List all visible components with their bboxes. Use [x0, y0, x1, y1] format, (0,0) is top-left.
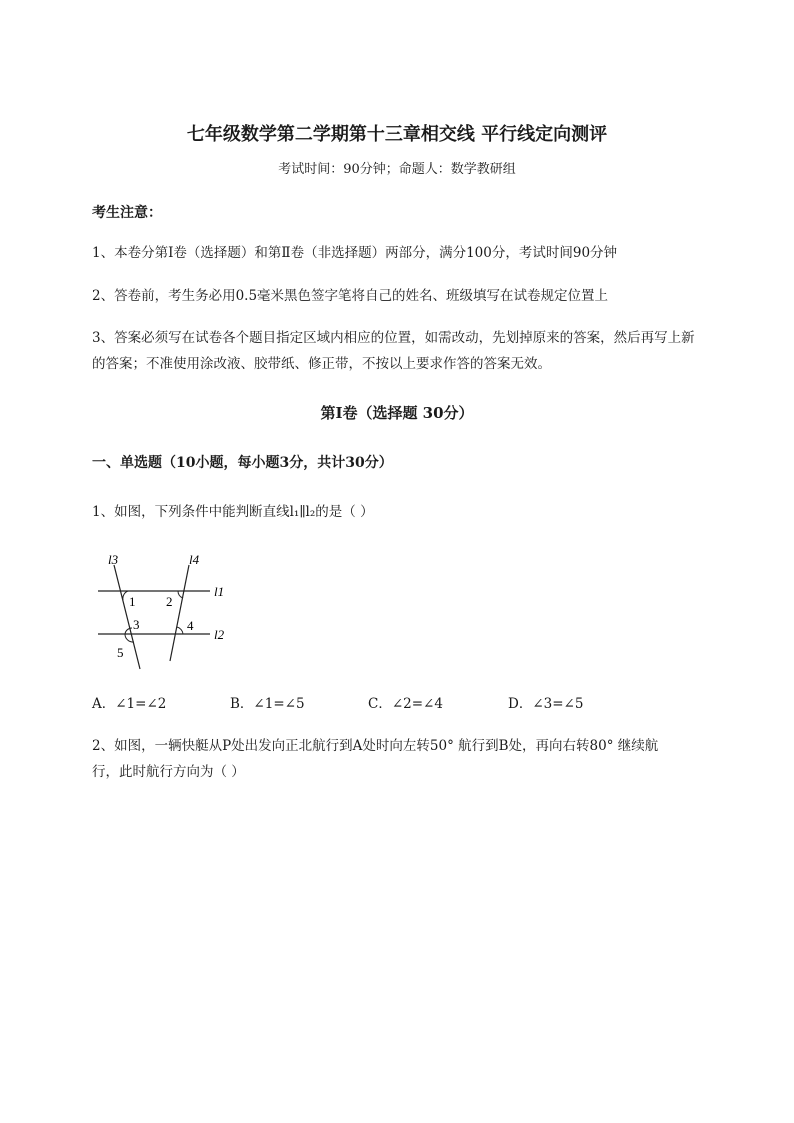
option-a[interactable]: A．∠1=∠2	[92, 696, 167, 712]
question-2-text-cont: 行，此时航行方向为（ ）	[92, 764, 245, 780]
notice-item-2: 2、答卷前，考生务必用0.5毫米黑色签字笔将自己的姓名、班级填写在试卷规定位置上	[92, 288, 609, 304]
label-l2: l2	[214, 627, 225, 642]
option-b[interactable]: B．∠1=∠5	[230, 696, 305, 712]
line-l4	[170, 565, 189, 661]
label-l4: l4	[189, 552, 200, 567]
part-heading: 一、单选题（10小题，每小题3分，共计30分）	[92, 455, 393, 471]
notice-item-1: 1、本卷分第I卷（选择题）和第Ⅱ卷（非选择题）两部分，满分100分，考试时间90分钟	[92, 245, 618, 261]
question-2-text: 2、如图，一辆快艇从P处出发向正北航行到A处时向左转50° 航行到B处，再向右转80° 继续航	[92, 738, 659, 754]
option-c[interactable]: C．∠2=∠4	[368, 696, 443, 712]
option-d[interactable]: D．∠3=∠5	[508, 696, 584, 712]
angle-1-arc	[123, 591, 128, 600]
angle-4-arc	[177, 627, 183, 634]
label-l3: l3	[108, 552, 119, 567]
angle-3-label: 3	[133, 617, 140, 632]
angle-4-label: 4	[187, 618, 194, 633]
question-1-text: 1、如图，下列条件中能判断直线l₁∥l₂的是（ ）	[92, 504, 374, 520]
question-1-figure	[92, 545, 242, 675]
exam-info: 考试时间：90分钟；命题人：数学教研组	[278, 162, 516, 177]
question-1-options	[92, 692, 583, 712]
angle-1-label: 1	[129, 594, 136, 609]
notice-heading: 考生注意：	[92, 205, 162, 221]
angle-2-label: 2	[166, 594, 173, 609]
notice-item-3: 3、答案必须写在试卷各个题目指定区域内相应的位置，如需改动，先划掉原来的答案，然后再写上新	[92, 330, 695, 346]
page-title: 七年级数学第二学期第十三章相交线 平行线定向测评	[186, 124, 608, 145]
angle-5-label: 5	[117, 645, 124, 660]
section-title: 第I卷（选择题 30分）	[320, 404, 474, 422]
label-l1: l1	[214, 584, 225, 599]
notice-item-3-cont: 的答案；不准使用涂改液、胶带纸、修正带，不按以上要求作答的答案无效。	[92, 356, 551, 372]
